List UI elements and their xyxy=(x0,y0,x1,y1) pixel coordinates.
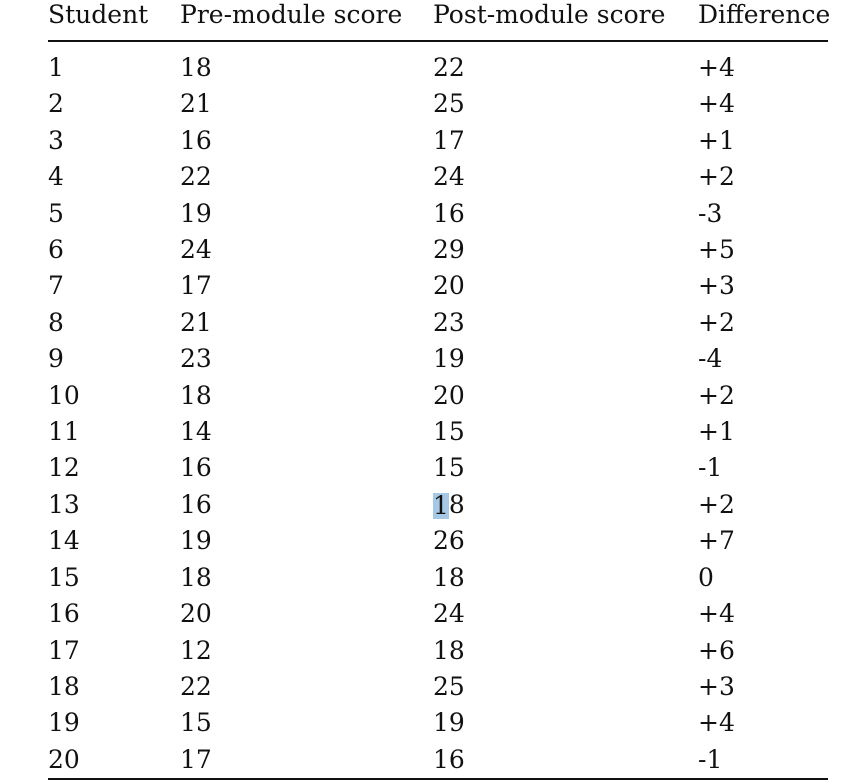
table-row xyxy=(48,633,828,669)
cell-post-module-score[interactable]: 19 xyxy=(433,708,465,738)
cell-difference[interactable]: +7 xyxy=(698,526,735,556)
cell-difference[interactable]: +1 xyxy=(698,125,735,155)
table-row xyxy=(48,232,828,268)
cell-post-module-score[interactable]: 15 xyxy=(433,417,465,447)
cell-difference[interactable]: +2 xyxy=(698,162,735,192)
cell-pre-module-score[interactable]: 21 xyxy=(180,89,212,119)
cell-pre-module-score[interactable]: 16 xyxy=(180,489,212,519)
table-row xyxy=(48,596,828,632)
cell-post-module-score[interactable]: 26 xyxy=(433,526,465,556)
cell-pre-module-score[interactable]: 16 xyxy=(180,453,212,483)
table-row xyxy=(48,414,828,450)
cell-difference[interactable]: -1 xyxy=(698,742,828,779)
cell-post-module-score[interactable]: 15 xyxy=(433,453,465,483)
cell-post-module-score[interactable]: 17 xyxy=(433,125,465,155)
cell-pre-module-score[interactable]: 22 xyxy=(180,671,212,701)
table-row xyxy=(48,196,828,232)
table-row xyxy=(48,378,828,414)
cell-student[interactable]: 1 xyxy=(48,53,64,82)
cell-post-module-score[interactable]: 20 xyxy=(433,380,465,410)
cell-pre-module-score[interactable]: 21 xyxy=(180,307,212,337)
cell-difference[interactable]: +2 xyxy=(698,380,735,410)
cell-difference[interactable]: +1 xyxy=(698,417,735,447)
header-student: Student xyxy=(48,0,149,29)
cell-post-module-score[interactable]: 22 xyxy=(433,53,465,82)
scores-table xyxy=(48,0,831,780)
cell-post-module-score[interactable]: 16 xyxy=(433,198,465,228)
table-row xyxy=(48,123,828,159)
cell-student[interactable]: 4 xyxy=(48,162,64,192)
cell-difference[interactable]: +4 xyxy=(698,89,735,119)
cell-student[interactable]: 6 xyxy=(48,235,64,265)
cell-post-module-score[interactable]: 25 xyxy=(433,671,465,701)
cell-difference[interactable]: +4 xyxy=(698,708,735,738)
cell-post-module-score[interactable]: 24 xyxy=(433,162,465,192)
cell-student[interactable]: 20 xyxy=(48,742,180,779)
cell-pre-module-score[interactable]: 17 xyxy=(180,271,212,301)
cell-pre-module-score[interactable]: 15 xyxy=(180,708,212,738)
cell-student[interactable]: 19 xyxy=(48,708,80,738)
cell-pre-module-score[interactable]: 24 xyxy=(180,235,212,265)
body-top-spacer xyxy=(48,41,828,50)
cell-student[interactable]: 12 xyxy=(48,453,80,483)
table-row xyxy=(48,268,828,304)
cell-pre-module-score[interactable]: 23 xyxy=(180,344,212,374)
cell-post-module-score[interactable]: 20 xyxy=(433,271,465,301)
cell-post-module-score[interactable] xyxy=(433,487,698,523)
table-header xyxy=(48,0,831,41)
table-row xyxy=(48,742,828,779)
cell-student[interactable]: 7 xyxy=(48,271,64,301)
table-row xyxy=(48,50,828,86)
table-row xyxy=(48,450,828,486)
cell-remaining-text: 8 xyxy=(448,489,465,519)
header-rule xyxy=(48,30,828,41)
table-row xyxy=(48,159,828,195)
cell-student[interactable]: 3 xyxy=(48,125,64,155)
cell-student[interactable]: 13 xyxy=(48,489,80,519)
cell-difference[interactable]: +2 xyxy=(698,489,735,519)
table-row xyxy=(48,487,828,523)
cell-student[interactable]: 11 xyxy=(48,417,80,447)
cell-student[interactable]: 14 xyxy=(48,526,80,556)
cell-pre-module-score[interactable]: 18 xyxy=(180,53,212,82)
table-row xyxy=(48,560,828,596)
table-row xyxy=(48,305,828,341)
cell-post-module-score[interactable]: 16 xyxy=(433,742,698,779)
cell-post-module-score[interactable]: 18 xyxy=(433,635,465,665)
cell-difference[interactable]: 0 xyxy=(698,562,714,592)
cell-post-module-score[interactable]: 25 xyxy=(433,89,465,119)
cell-difference[interactable]: +3 xyxy=(698,271,735,301)
cell-pre-module-score[interactable]: 12 xyxy=(180,635,212,665)
cell-pre-module-score[interactable]: 14 xyxy=(180,417,212,447)
cell-difference[interactable]: +5 xyxy=(698,235,735,265)
cell-difference[interactable]: +3 xyxy=(698,671,735,701)
cell-student[interactable]: 8 xyxy=(48,307,64,337)
table-row xyxy=(48,523,828,559)
header-post-module-score: Post-module score xyxy=(433,0,666,29)
cell-student[interactable]: 2 xyxy=(48,89,64,119)
cell-pre-module-score[interactable]: 19 xyxy=(180,198,212,228)
cell-student[interactable]: 9 xyxy=(48,344,64,374)
header-rule-line xyxy=(48,30,828,41)
cell-pre-module-score[interactable]: 18 xyxy=(180,562,212,592)
cell-student[interactable]: 5 xyxy=(48,198,64,228)
cell-difference[interactable]: +4 xyxy=(698,53,735,82)
cell-difference[interactable]: -1 xyxy=(698,453,723,483)
cell-post-module-score[interactable]: 19 xyxy=(433,344,465,374)
cell-pre-module-score[interactable]: 16 xyxy=(180,125,212,155)
table-row xyxy=(48,341,828,377)
cell-difference[interactable]: +2 xyxy=(698,307,735,337)
cell-student[interactable]: 17 xyxy=(48,635,80,665)
cell-pre-module-score[interactable]: 17 xyxy=(180,742,433,779)
header-pre-module-score: Pre-module score xyxy=(180,0,403,29)
cell-student[interactable]: 15 xyxy=(48,562,80,592)
table-row xyxy=(48,86,828,122)
table-body xyxy=(48,41,828,779)
cell-student[interactable]: 18 xyxy=(48,671,80,701)
cell-student[interactable]: 10 xyxy=(48,380,80,410)
cell-post-module-score[interactable]: 18 xyxy=(433,562,465,592)
cell-pre-module-score[interactable]: 19 xyxy=(180,526,212,556)
text-selection-highlight[interactable]: 1 xyxy=(433,491,449,521)
table-row xyxy=(48,669,828,705)
header-difference: Difference xyxy=(698,0,831,29)
cell-student[interactable]: 16 xyxy=(48,599,80,629)
cell-pre-module-score[interactable]: 20 xyxy=(180,599,212,629)
cell-difference[interactable]: -4 xyxy=(698,344,723,374)
cell-pre-module-score[interactable]: 18 xyxy=(180,380,212,410)
cell-post-module-score[interactable]: 23 xyxy=(433,307,465,337)
table-row xyxy=(48,705,828,741)
cell-difference[interactable]: +4 xyxy=(698,599,735,629)
document-page xyxy=(48,0,831,780)
cell-difference[interactable]: +6 xyxy=(698,635,735,665)
cell-post-module-score[interactable]: 29 xyxy=(433,235,465,265)
cell-post-module-score[interactable]: 24 xyxy=(433,599,465,629)
cell-difference[interactable]: -3 xyxy=(698,198,723,228)
cell-pre-module-score[interactable]: 22 xyxy=(180,162,212,192)
header-row xyxy=(48,0,828,30)
